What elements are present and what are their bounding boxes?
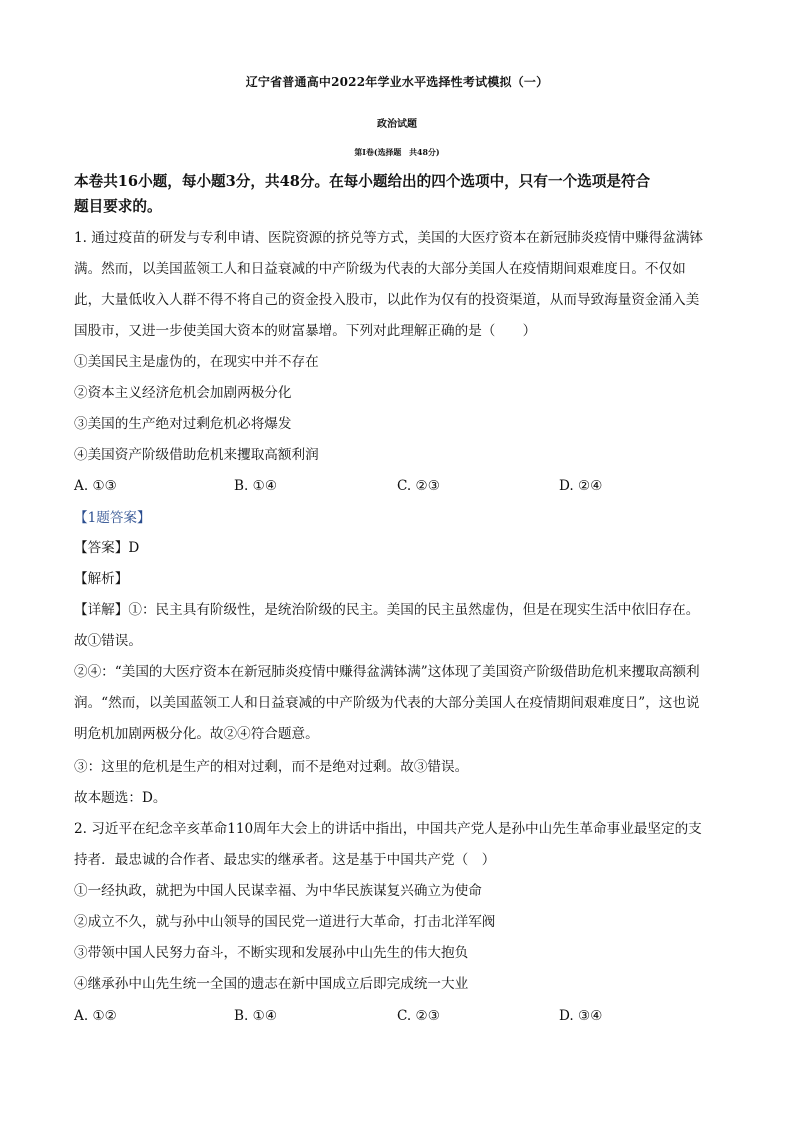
q2-stem-line-2: 持者．最忠诚的合作者、最忠实的继承者。这是基于中国共产党（ ） [74, 852, 496, 868]
q2-stem-line-1: 2. 习近平在纪念辛亥革命110周年大会上的讲话中指出，中国共产党人是孙中山先生革命事业最坚定的支 [74, 821, 702, 837]
q1-item-3: ③美国的生产绝对过剩危机必将爆发 [74, 416, 292, 432]
q1-analysis-line-6: ③：这里的危机是生产的相对过剩，而不是绝对过剩。故③错误。 [74, 759, 469, 775]
section-title: 第Ⅰ卷(选择题 共48分) [354, 148, 440, 157]
q1-answer-header: 【1题答案】 [74, 510, 151, 526]
q1-option-c: C. ②③ [397, 478, 440, 494]
q1-stem-line-1: 1. 通过疫苗的研发与专利申请、医院资源的挤兑等方式，美国的大医疗资本在新冠肺炎疫情中赚得盆满钵 [74, 230, 704, 246]
q2-option-a: A. ①② [74, 1008, 117, 1024]
q1-analysis-line-7: 故本题选：D。 [74, 790, 167, 806]
q2-item-2: ②成立不久，就与孙中山领导的国民党一道进行大革命，打击北洋军阀 [74, 914, 496, 930]
q2-option-d: D. ③④ [559, 1008, 603, 1024]
subject-title: 政治试题 [377, 119, 417, 130]
exam-title: 辽宁省普通高中2022年学业水平选择性考试模拟（一） [245, 75, 549, 89]
q2-item-3: ③带领中国人民努力奋斗，不断实现和发展孙中山先生的伟大抱负 [74, 945, 469, 961]
instructions-line-2: 题目要求的。 [74, 198, 162, 215]
q1-item-4: ④美国资产阶级借助危机来攫取高额利润 [74, 447, 319, 463]
q1-answer: 【答案】D [74, 540, 140, 556]
q1-analysis-line-5: 明危机加剧两极分化。故②④符合题意。 [74, 726, 319, 742]
q1-stem-line-2: 满。然而，以美国蓝领工人和日益衰减的中产阶级为代表的大部分美国人在疫情期间艰难度日。不仅如 [74, 261, 686, 277]
q1-option-b: B. ①④ [234, 478, 278, 494]
instructions-line-1: 本卷共16小题，每小题3分，共48分。在每小题给出的四个选项中，只有一个选项是符合 [74, 173, 651, 190]
q1-analysis-line-1: 【详解】①：民主具有阶级性，是统治阶级的民主。美国的民主虽然虚伪，但是在现实生活中依旧存在。 [74, 602, 700, 618]
q1-analysis-line-4: 润。“然而，以美国蓝领工人和日益衰减的中产阶级为代表的大部分美国人在疫情期间艰难度日”，这也说 [74, 695, 700, 711]
q1-analysis-line-2: 故①错误。 [74, 633, 142, 649]
q2-item-4: ④继承孙中山先生统一全国的遗志在新中国成立后即完成统一大业 [74, 976, 469, 992]
q1-item-2: ②资本主义经济危机会加剧两极分化 [74, 385, 292, 401]
q2-option-b: B. ①④ [234, 1008, 278, 1024]
q1-item-1: ①美国民主是虚伪的，在现实中并不存在 [74, 354, 319, 370]
q2-option-c: C. ②③ [397, 1008, 440, 1024]
q1-stem-line-3: 此，大量低收入人群不得不将自己的资金投入股市，以此作为仅有的投资渠道，从而导致海量资金涌入美 [74, 292, 700, 308]
q1-option-a: A. ①③ [74, 478, 117, 494]
q1-option-d: D. ②④ [559, 478, 603, 494]
q1-analysis-line-3: ②④：“美国的大医疗资本在新冠肺炎疫情中赚得盆满钵满”这体现了美国资产阶级借助危机来攫取高额利 [74, 664, 700, 680]
q1-analysis-header: 【解析】 [74, 571, 129, 587]
q1-stem-line-4: 国股市，又进一步使美国大资本的财富暴增。下列对此理解正确的是（ ） [74, 323, 537, 339]
q2-item-1: ①一经执政，就把为中国人民谋幸福、为中华民族谋复兴确立为使命 [74, 883, 482, 899]
